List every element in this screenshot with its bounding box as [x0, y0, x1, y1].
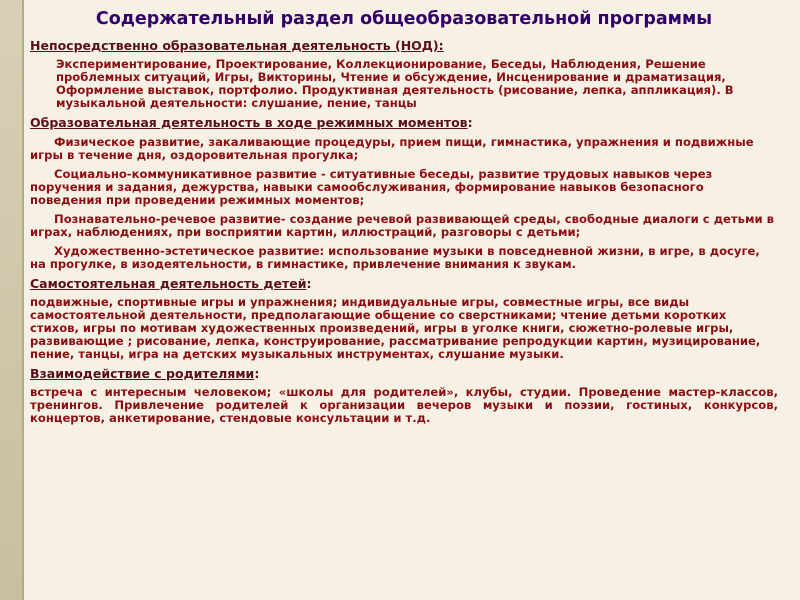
section-routine-physical: Физическое развитие, закаливающие процедуры, прием пищи, гимнастика, упражнения и подвижные игры в течение дня, оздоровительная прогулка; [30, 135, 754, 162]
section-parents-heading: Взаимодействие с родителями: [30, 366, 260, 381]
section-routine-heading: Образовательная деятельность в ходе режимных моментов: [30, 115, 473, 130]
section-nod-text: Экспериментирование, Проектирование, Коллекционирование, Беседы, Наблюдения, Решение проблемных ситуаций, Игры, Викторины, Чтение и обсуждение, Инсценирование и драматизация, Оформление выставок, портфолио. Продуктивная деятельность (рисование, лепка, аппликация). В музыкальной деятельности: слушание, пение, танцы [56, 57, 734, 110]
slide-content [30, 0, 778, 600]
section-nod-heading: Непосредственно образовательная деятельность (НОД): [30, 38, 444, 53]
slide-title: Содержательный раздел общеобразовательной программы [95, 9, 713, 29]
section-parents-text: встреча с интересным человеком; «школы для родителей», клубы, студии. Проведение мастер-классов, тренингов. Привлечение родителей к организации вечеров музыки и поэзии, гостиных, конкурсов, концертов, анкетирование, стендовые консультации и т.д. [30, 385, 778, 425]
decorative-left-line [22, 0, 24, 600]
section-routine-artistic: Художественно-эстетическое развитие: использование музыки в повседневной жизни, в игре, в досуге, на прогулке, в изодеятельности, в гимнастике, привлечение внимания к звукам. [30, 244, 760, 271]
section-routine-cognitive: Познавательно-речевое развитие- создание речевой развивающей среды, свободные диалоги с детьми в играх, наблюдениях, при восприятии картин, иллюстраций, разговоры с детьми; [30, 212, 774, 239]
section-independent-text: подвижные, спортивные игры и упражнения; индивидуальные игры, совместные игры, все виды самостоятельной деятельности, предполагающие общение со сверстниками; чтение детьми коротких стихов, игры по мотивам художественных произведений, игры в уголке книги, сюжетно-ролевые игры, развивающие ; рисование, лепка, конструирование, рассматривание репродукции картин, музицирование, пение, танцы, игра на детских музыкальных инструментах, слушание музыки. [30, 295, 761, 361]
section-independent-heading: Самостоятельная деятельность детей: [30, 276, 312, 291]
decorative-left-band [0, 0, 22, 600]
section-routine-social: Социально-коммуникативное развитие - ситуативные беседы, развитие трудовых навыков через поручения и задания, дежурства, навыки самообслуживания, формирование навыков безопасного поведения при проведении режимных моментов; [30, 167, 713, 207]
